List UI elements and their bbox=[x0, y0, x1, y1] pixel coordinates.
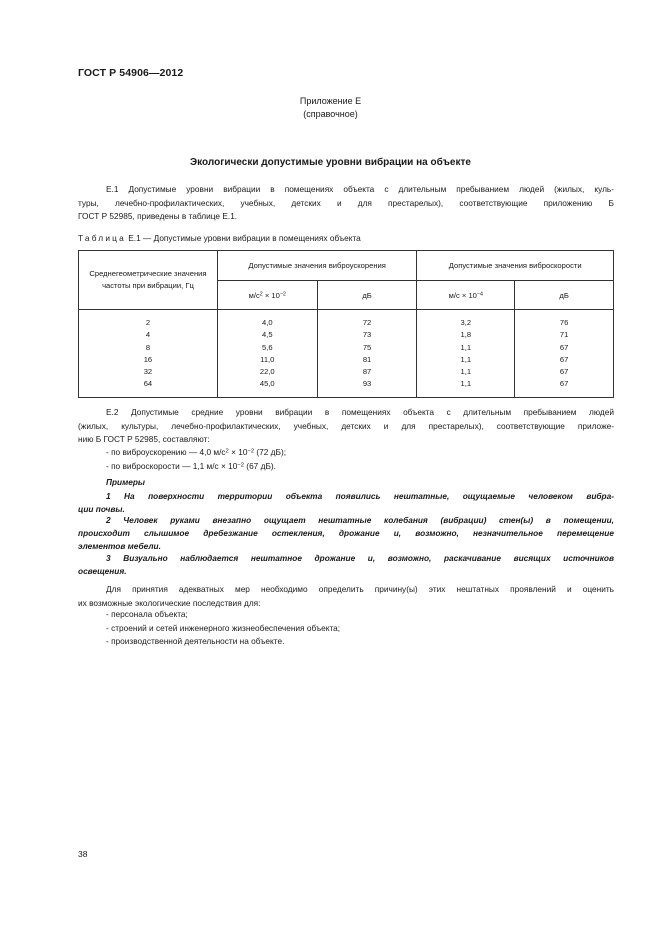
section-title: Экологически допустимые уровни вибрации на объекте bbox=[190, 157, 471, 168]
cell: 4 bbox=[145, 330, 151, 340]
cell: 71 bbox=[559, 330, 569, 340]
paragraph-e1 bbox=[78, 183, 614, 224]
item-tail: (72 дБ); bbox=[254, 447, 287, 457]
cell: 45,0 bbox=[259, 379, 275, 389]
cell: 67 bbox=[559, 342, 569, 352]
column-frequency bbox=[79, 310, 218, 398]
consequences-list bbox=[106, 608, 340, 649]
unit-acc-power: 2 bbox=[259, 291, 263, 298]
cell: 4,5 bbox=[261, 330, 273, 340]
cell: 76 bbox=[559, 318, 569, 327]
document-id: ГОСТ Р 54906—2012 bbox=[78, 67, 184, 79]
table-caption bbox=[78, 233, 361, 243]
cell: 67 bbox=[559, 354, 569, 364]
col-header-frequency: Среднегеометрические значения частоты при вибрации, Гц bbox=[79, 251, 218, 310]
unit-velocity bbox=[417, 281, 515, 310]
paragraph-line: Е.2 Допустимые средние уровни вибрации в помещениях объекта с длительным пребыванием людей bbox=[106, 407, 614, 417]
cell: 87 bbox=[362, 367, 372, 377]
cell: 93 bbox=[362, 379, 372, 389]
column-acceleration bbox=[217, 310, 317, 398]
cell: 67 bbox=[559, 367, 569, 377]
unit-acc-base: м/с bbox=[248, 290, 260, 300]
unit-acc-multiplier: × 10 bbox=[262, 290, 280, 300]
appendix-label: Приложение Е bbox=[299, 96, 362, 106]
item-text: - по виброускорению — 4,0 м/с bbox=[106, 447, 226, 457]
cell: 81 bbox=[362, 354, 372, 364]
example-line: происходит слышимое дребезжание остекления, дрожание и, возможно, незначительное перемещение bbox=[78, 528, 614, 538]
paragraph-measures bbox=[78, 583, 614, 610]
paragraph-line: их возможные экологические последствия для: bbox=[78, 597, 261, 608]
item-text: - по виброскорости — 1,1 м/с × 10 bbox=[106, 460, 238, 471]
cell: 16 bbox=[143, 354, 153, 364]
cell: 72 bbox=[362, 318, 372, 327]
cell: 1,1 bbox=[460, 342, 472, 352]
cell: 1,1 bbox=[460, 367, 472, 377]
cell: 22,0 bbox=[259, 367, 275, 377]
list-item: - персонала объекта; bbox=[106, 609, 188, 619]
paragraph-line: ГОСТ Р 52985, приведены в таблице Е.1. bbox=[78, 211, 238, 221]
table-caption-word: Таблица bbox=[78, 233, 126, 243]
average-levels-list bbox=[106, 446, 286, 473]
cell: 5,6 bbox=[261, 342, 273, 352]
cell: 75 bbox=[362, 342, 372, 352]
unit-vel-exponent: −4 bbox=[476, 291, 483, 298]
example-line: 1 На поверхности территории объекта появились нештатные, ощущаемые человеком вибра- bbox=[106, 491, 614, 501]
example-line: элементов мебели. bbox=[78, 541, 161, 551]
list-item-acceleration bbox=[106, 446, 286, 460]
cell: 64 bbox=[143, 379, 153, 389]
item-exponent: −2 bbox=[237, 461, 244, 468]
column-velocity bbox=[417, 310, 515, 398]
cell: 4,0 bbox=[261, 318, 273, 327]
page-number: 38 bbox=[78, 849, 88, 859]
list-item: - производственной деятельности на объекте. bbox=[106, 636, 285, 646]
unit-vel-base: м/с × 10 bbox=[448, 290, 477, 300]
example-1 bbox=[78, 490, 614, 516]
example-line: 3 Визуально наблюдается нештатное дрожание и, возможно, раскачивание висящих источников bbox=[106, 553, 614, 563]
cell: 2 bbox=[145, 318, 151, 327]
cell: 32 bbox=[143, 367, 153, 377]
cell: 11,0 bbox=[260, 354, 275, 364]
appendix-note: (справочное) bbox=[303, 109, 358, 119]
paragraph-e2 bbox=[78, 406, 614, 447]
paragraph-line: нию Б ГОСТ Р 52985, составляют: bbox=[78, 434, 210, 444]
cell: 1,1 bbox=[460, 354, 472, 364]
cell: 73 bbox=[362, 330, 372, 340]
unit-acceleration-db: дБ bbox=[317, 281, 417, 310]
example-3 bbox=[78, 552, 614, 578]
item-tail: (67 дБ). bbox=[244, 460, 276, 471]
cell: 67 bbox=[559, 379, 569, 389]
paragraph-line: Е.1 Допустимые уровни вибрации в помещениях объекта с длительным пребыванием людей (жилых, куль- bbox=[106, 184, 614, 194]
item-power: 2 bbox=[225, 448, 229, 455]
examples-heading: Примеры bbox=[106, 477, 146, 487]
unit-velocity-db: дБ bbox=[515, 281, 614, 310]
item-exponent: −2 bbox=[247, 448, 255, 455]
vibration-levels-table bbox=[78, 250, 614, 398]
paragraph-line: туры, лечебно-профилактических, учебных, детских и для престарелых), соответствующие приложению Б bbox=[78, 197, 614, 208]
paragraph-line: (жилых, культуры, лечебно-профилактических, учебных, детских и для престарелых), соответствующие приложе- bbox=[78, 420, 614, 431]
example-line: ции почвы. bbox=[78, 504, 125, 514]
cell: 1,8 bbox=[460, 330, 472, 340]
cell: 8 bbox=[145, 342, 151, 352]
example-line: освещения. bbox=[78, 566, 127, 576]
col-header-acceleration: Допустимые значения виброускорения bbox=[217, 251, 417, 281]
list-item: - строений и сетей инженерного жизнеобеспечения объекта; bbox=[106, 622, 341, 633]
cell: 3,2 bbox=[460, 318, 472, 327]
example-line: 2 Человек руками внезапно ощущает нештатные колебания (вибрации) стен(ы) в помещении, bbox=[106, 515, 614, 525]
column-acceleration-db bbox=[317, 310, 417, 398]
col-header-velocity: Допустимые значения виброскорости bbox=[417, 251, 614, 281]
cell: 1,1 bbox=[460, 379, 472, 389]
paragraph-line: Для принятия адекватных мер необходимо определить причину(ы) этих нештатных проявлений и оценить bbox=[106, 584, 614, 594]
list-item-velocity bbox=[106, 460, 286, 474]
unit-acceleration bbox=[217, 281, 317, 310]
item-multiplier: × 10 bbox=[228, 447, 248, 457]
example-2 bbox=[78, 514, 614, 553]
table-caption-text: Е.1 — Допустимые уровни вибрации в помещениях объекта bbox=[125, 233, 361, 243]
column-velocity-db bbox=[515, 310, 614, 398]
unit-acc-exponent: −2 bbox=[279, 291, 286, 298]
